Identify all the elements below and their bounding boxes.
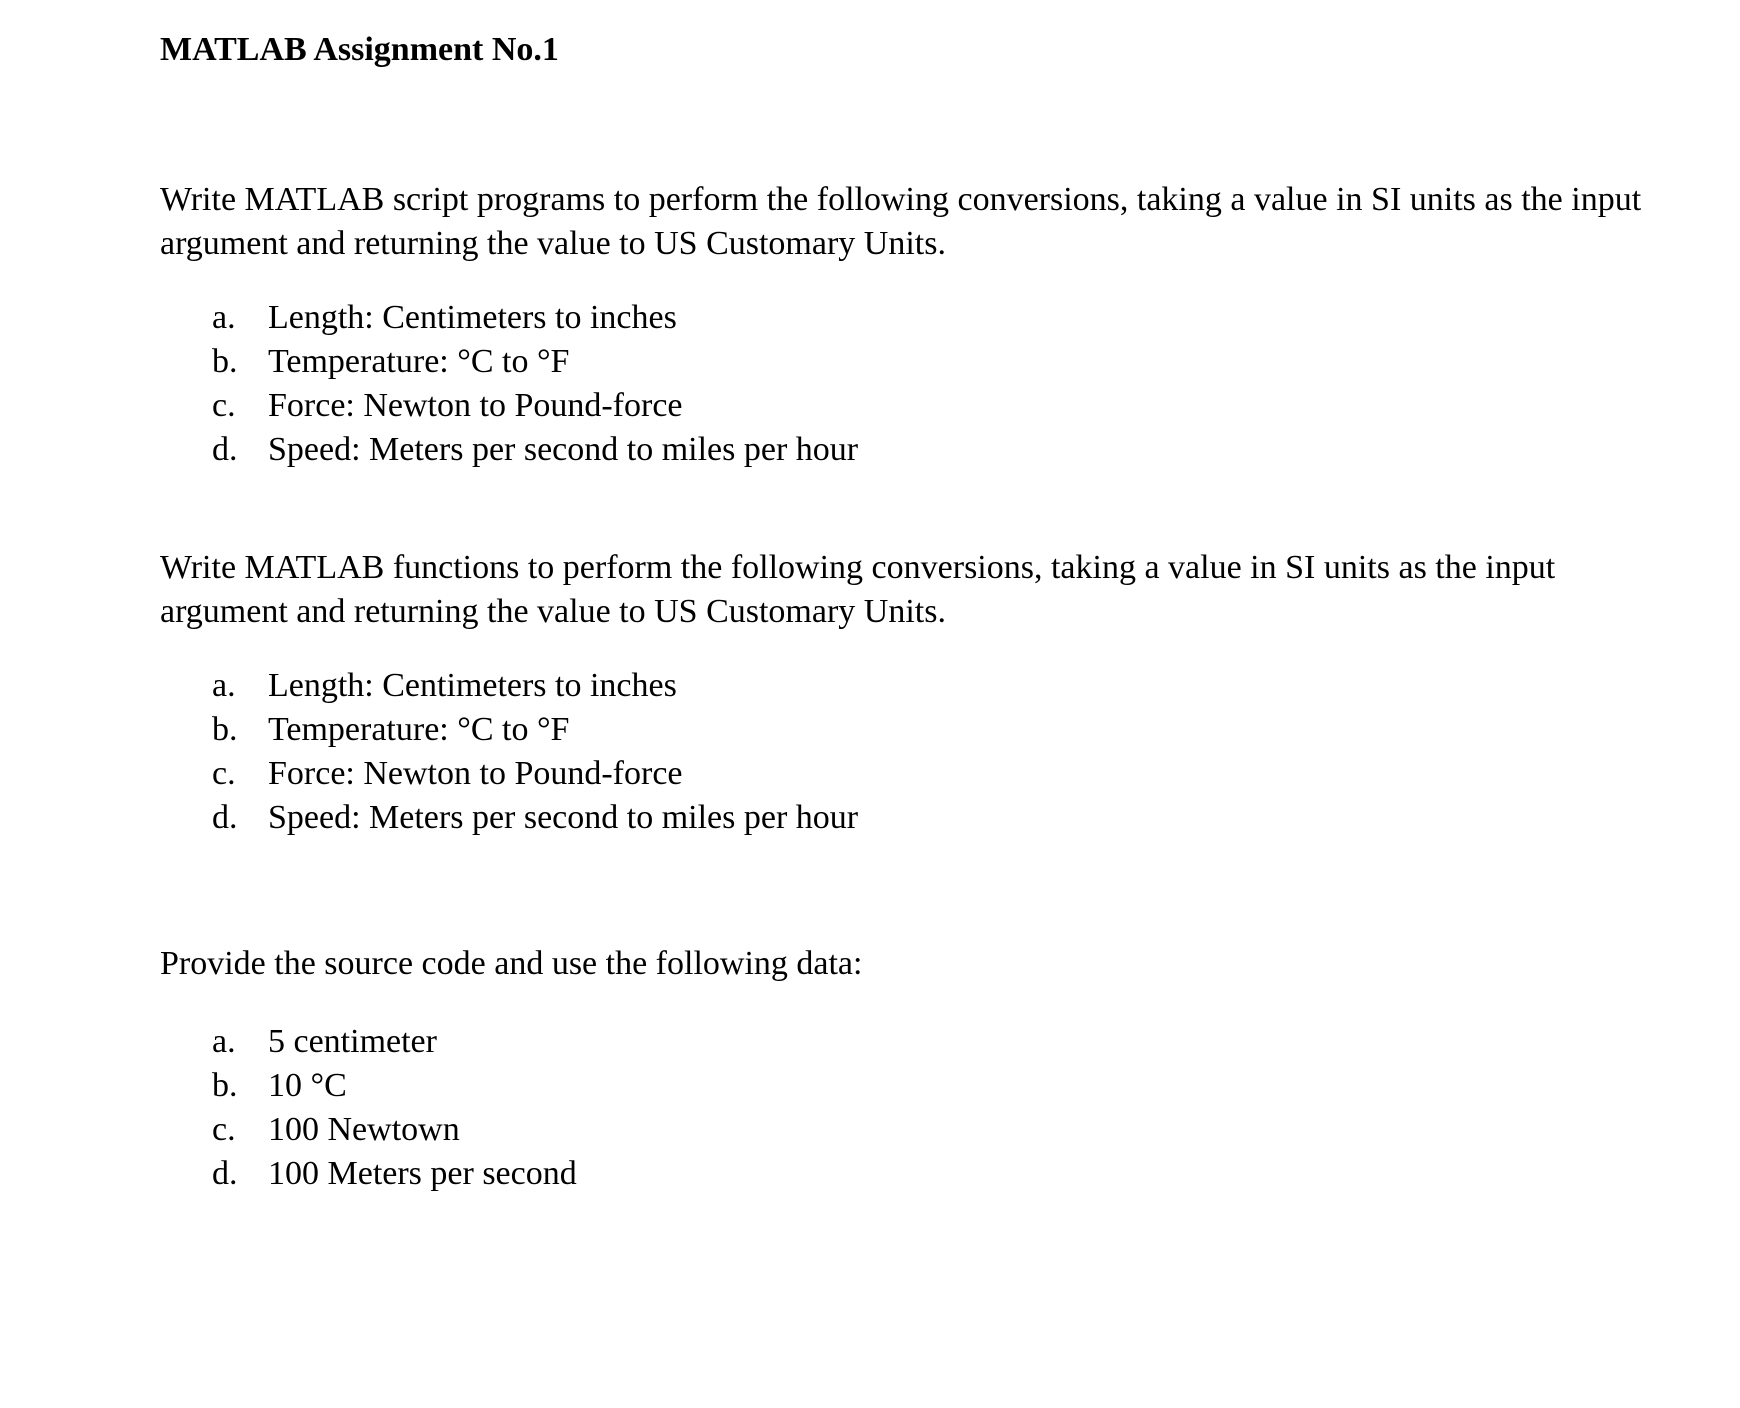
list-item (212, 1020, 577, 1064)
list-item-text: Length: Centimeters to inches (268, 299, 677, 336)
list-marker: d. (212, 799, 238, 836)
list-marker: c. (212, 387, 236, 424)
list-marker: b. (212, 1067, 238, 1104)
list-marker: b. (212, 711, 238, 748)
section2-paragraph: Write MATLAB functions to perform the following conversions, taking a value in SI units as the input argument and returning the value to US Customary Units. (160, 549, 1556, 630)
list-item-text: Force: Newton to Pound-force (268, 755, 683, 792)
list-item-text: Length: Centimeters to inches (268, 667, 677, 704)
list-item-text: Speed: Meters per second to miles per hour (268, 431, 859, 468)
list-item (212, 384, 858, 428)
list-item (212, 664, 858, 708)
list-item-text: Temperature: °C to °F (268, 343, 570, 380)
section3-list (212, 1020, 577, 1196)
list-item (212, 1152, 577, 1196)
list-item (212, 428, 858, 472)
list-item (212, 1108, 577, 1152)
section1-list (212, 296, 858, 472)
list-item-text: 100 Newtown (268, 1111, 460, 1148)
list-item (212, 708, 858, 752)
list-item-text: 100 Meters per second (268, 1155, 577, 1192)
list-item (212, 796, 858, 840)
section1-paragraph: Write MATLAB script programs to perform the following conversions, taking a value in SI units as the input argument and returning the value to US Customary Units. (160, 181, 1642, 262)
list-item-text: Force: Newton to Pound-force (268, 387, 683, 424)
list-item (212, 340, 858, 384)
list-item (212, 752, 858, 796)
list-marker: c. (212, 755, 236, 792)
list-marker: a. (212, 1023, 236, 1060)
list-item-text: Temperature: °C to °F (268, 711, 570, 748)
list-item-text: 5 centimeter (268, 1023, 437, 1060)
section2-list (212, 664, 858, 840)
list-item-text: 10 °C (268, 1067, 347, 1104)
document-title: MATLAB Assignment No.1 (160, 31, 559, 68)
list-marker: a. (212, 667, 236, 704)
section3-paragraph: Provide the source code and use the following data: (160, 945, 863, 982)
list-item (212, 1064, 577, 1108)
list-marker: b. (212, 343, 238, 380)
list-marker: a. (212, 299, 236, 336)
list-marker: d. (212, 431, 238, 468)
list-marker: d. (212, 1155, 238, 1192)
list-marker: c. (212, 1111, 236, 1148)
list-item (212, 296, 858, 340)
list-item-text: Speed: Meters per second to miles per hour (268, 799, 859, 836)
